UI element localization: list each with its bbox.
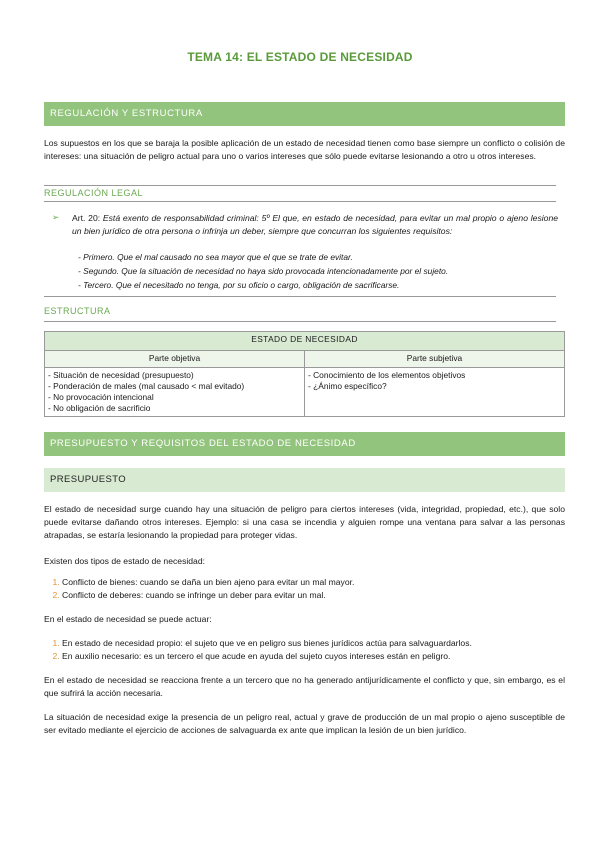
article-body: Está exento de responsabilidad criminal: 5º El que, en estado de necesidad, para evitar un mal propio o ajeno lesione un bien jurídico de otra persona o infrinja un deber, siempre que concurran los siguientes requisitos:	[72, 213, 559, 236]
list-item: - Situación de necesidad (presupuesto)	[48, 370, 194, 380]
actuar-list	[44, 637, 472, 663]
arrow-bullet-icon: ➢	[52, 212, 60, 222]
requirement-1: - Primero. Que el mal causado no sea mayor que el que se trate de evitar.	[78, 252, 353, 262]
divider	[44, 201, 556, 202]
divider	[44, 321, 556, 322]
actuar-intro: En el estado de necesidad se puede actuar:	[44, 614, 212, 624]
list-item: - No provocación intencional	[48, 392, 154, 402]
list-item: 2. En auxilio necesario: es un tercero el que acude en ayuda del sujeto cuyos intereses están en peligro.	[62, 650, 472, 663]
tercero-paragraph: En el estado de necesidad se reacciona frente a un tercero que no ha generado antijurídicamente el conflicto y que, sin embargo, es el que sufrirá la acción necesaria.	[44, 675, 565, 698]
section-band-presupuesto-requisitos: PRESUPUESTO Y REQUISITOS DEL ESTADO DE NECESIDAD	[44, 432, 565, 456]
list-item: - No obligación de sacrificio	[48, 403, 151, 413]
intro-paragraph: Los supuestos en los que se baraja la posible aplicación de un estado de necesidad tienen como base siempre un conflicto o colisión de intereses: una situación de peligro actual para uno o varios intereses que sólo puede evitarse lesionando a otro u otros intereses.	[44, 138, 565, 161]
estado-necesidad-table	[44, 331, 565, 417]
regulacion-legal-heading: REGULACIÓN LEGAL	[44, 188, 144, 198]
divider	[44, 296, 556, 297]
page-title: TEMA 14: EL ESTADO DE NECESIDAD	[187, 50, 413, 64]
article-text	[72, 212, 558, 238]
estructura-heading: ESTRUCTURA	[44, 306, 111, 316]
list-item: 1. Conflicto de bienes: cuando se daña un bien ajeno para evitar un mal mayor.	[62, 576, 354, 589]
list-item: - Conocimiento de los elementos objetivos	[308, 370, 466, 380]
requirement-3: - Tercero. Que el necesitado no tenga, por su oficio o cargo, obligación de sacrificarse.	[78, 280, 400, 290]
objetiva-cell	[45, 368, 305, 417]
col-header-objetiva: Parte objetiva	[45, 351, 305, 368]
requirement-2: - Segundo. Que la situación de necesidad no haya sido provocada intencionadamente por el sujeto.	[78, 266, 449, 276]
presupuesto-heading: PRESUPUESTO	[44, 468, 565, 492]
presupuesto-paragraph: El estado de necesidad surge cuando hay una situación de peligro para ciertos intereses (vida, integridad, propiedad, etc.), que solo puede evitarse dañando otros intereses. Ejemplo: si una casa se incendia y alguien rompe una ventana para salvar a las personas atrapadas, se estaría lesionando la propiedad para proteger vidas.	[44, 504, 565, 540]
section-band-regulacion: REGULACIÓN Y ESTRUCTURA	[44, 102, 565, 126]
list-item: - ¿Ánimo específico?	[308, 381, 387, 391]
tipos-list	[44, 576, 354, 602]
col-header-subjetiva: Parte subjetiva	[305, 351, 565, 368]
list-item: 1. En estado de necesidad propio: el sujeto que ve en peligro sus bienes jurídicos actúa para salvaguardarlos.	[62, 637, 472, 650]
tipos-intro: Existen dos tipos de estado de necesidad:	[44, 556, 206, 566]
list-item: - Ponderación de males (mal causado < mal evitado)	[48, 381, 245, 391]
article-lead: Art. 20:	[72, 213, 103, 223]
peligro-paragraph: La situación de necesidad exige la presencia de un peligro real, actual y grave de producción de un mal propio o ajeno susceptible de ser evitado mediante el ejercicio de acciones de salvaguarda ex ante que implican la lesión de un bien jurídico.	[44, 712, 565, 735]
subjetiva-cell	[305, 368, 565, 417]
table-title: ESTADO DE NECESIDAD	[45, 332, 565, 351]
list-item: 2. Conflicto de deberes: cuando se infringe un deber para evitar un mal.	[62, 589, 354, 602]
divider	[44, 185, 556, 186]
